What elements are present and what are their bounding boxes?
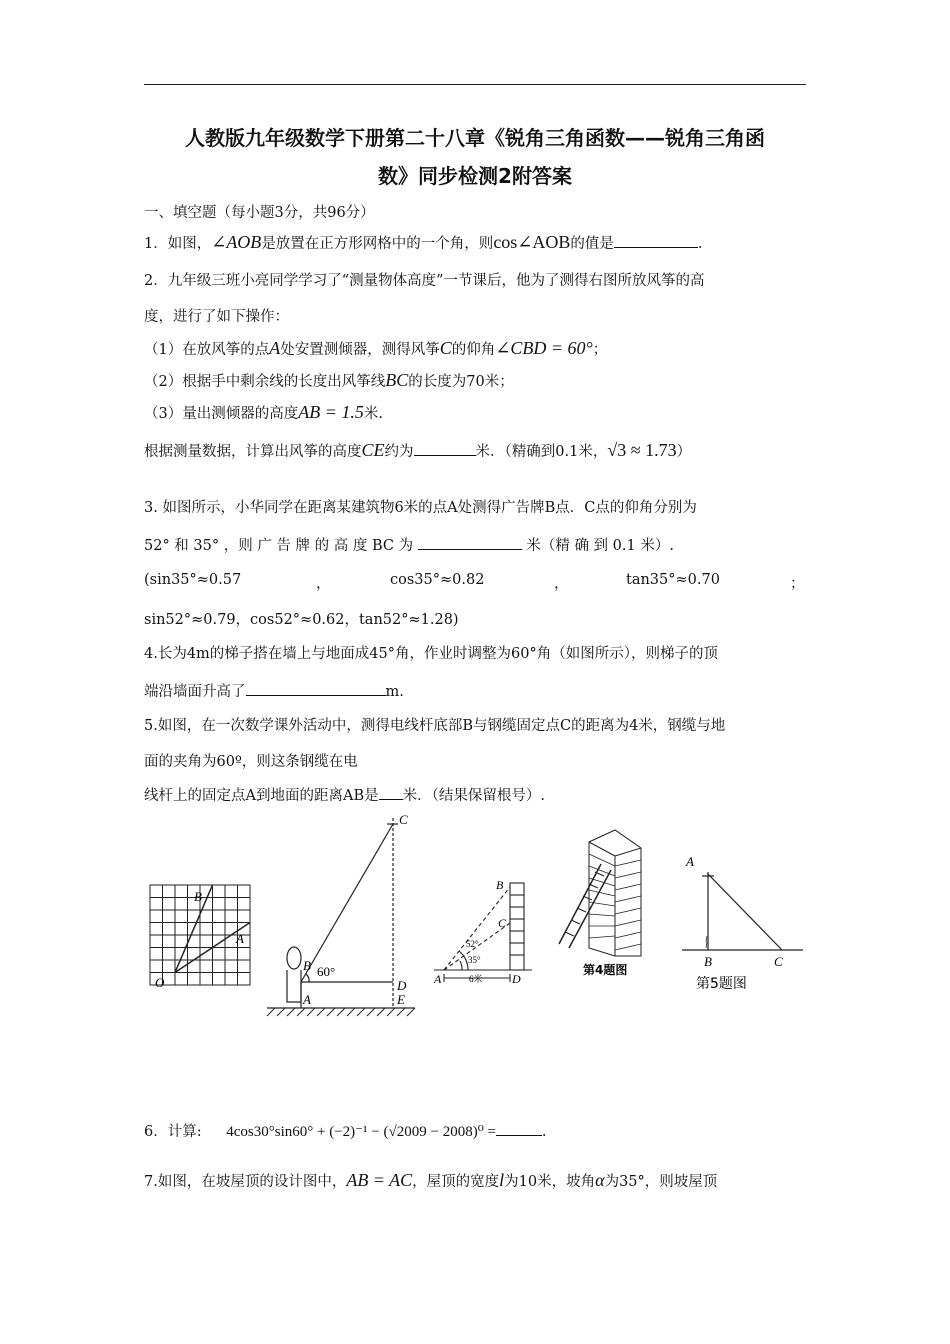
label-a: A bbox=[236, 931, 244, 946]
label-a: A bbox=[686, 854, 694, 869]
expression-6: 4cos30°sin60° + (−2)⁻¹ − (√2009 − 2008)⁰ = bbox=[226, 1124, 496, 1140]
label-a: A bbox=[434, 972, 442, 986]
distance-6m: 6米 bbox=[469, 974, 483, 984]
sqrt3-approx: √3 ≈ 1.73 bbox=[607, 440, 677, 460]
page-title-line1: 人教版九年级数学下册第二十八章《锐角三角函数——锐角三角函 bbox=[185, 126, 765, 150]
answer-blank-1 bbox=[614, 233, 698, 249]
question-5-line2: 面的夹角为60º，则这条钢缆在电 bbox=[144, 754, 358, 770]
question-1: 1．如图，∠AOB是放置在正方形网格中的一个角，则cos∠AOB的值是 ． bbox=[144, 232, 713, 252]
question-5-line3: 线杆上的固定点A到地面的距离AB是 米．（结果保留根号）. bbox=[144, 784, 545, 805]
label-b: B bbox=[496, 878, 504, 892]
figure-4-ladder bbox=[555, 828, 665, 980]
label-d: D bbox=[512, 972, 521, 986]
figure-5-caption: 第5题图 bbox=[696, 976, 747, 992]
question-3-line4: sin52°≈0.79，cos52°≈0.62，tan52°≈1.28) bbox=[144, 612, 459, 628]
angle-60: 60° bbox=[317, 964, 336, 979]
question-3-line2: 52° 和 35° ，则 广 告 牌 的 高 度 BC 为 米（精 确 到 0.1 米）. bbox=[144, 534, 674, 555]
label-a: A bbox=[303, 992, 311, 1007]
label-c: C bbox=[774, 954, 783, 969]
label-c: C bbox=[399, 812, 408, 827]
question-2-ask: 根据测量数据，计算出风筝的高度CE约为 米．（精确到0.1米，√3 ≈ 1.73） bbox=[144, 440, 692, 460]
label-o: O bbox=[155, 975, 165, 990]
label-c: C bbox=[498, 916, 507, 930]
angle-aob: ∠AOB bbox=[211, 232, 262, 252]
figure-5-pole bbox=[678, 850, 808, 995]
question-2-step2: （2）根据手中剩余线的长度出风筝线BC的长度为70米； bbox=[144, 370, 514, 390]
header-rule bbox=[144, 84, 806, 85]
answer-blank-5 bbox=[379, 785, 403, 801]
label-e: E bbox=[397, 992, 405, 1007]
label-b: B bbox=[303, 958, 311, 973]
figure-4-caption: 第4题图 bbox=[583, 963, 628, 977]
figure-3-billboard bbox=[432, 875, 542, 987]
label-d: D bbox=[397, 978, 407, 993]
question-4-line1: 4.长为4m的梯子搭在墙上与地面成45°角，作业时调整为60°角（如图所示），则梯子的顶 bbox=[144, 646, 718, 662]
label-b: B bbox=[704, 954, 712, 969]
answer-blank-2 bbox=[414, 441, 476, 457]
question-7: 7.如图，在坡屋顶的设计图中，AB = AC，屋顶的宽度l为10米，坡角α为35°，则坡屋顶 bbox=[144, 1170, 718, 1190]
question-2-line1: 2．九年级三班小亮同学学习了“测量物体高度”一节课后，他为了测得右图所放风筝的高 bbox=[144, 273, 705, 289]
figure-1-grid bbox=[140, 875, 260, 995]
cos-aob: cos∠AOB bbox=[493, 232, 571, 252]
answer-blank-4 bbox=[246, 681, 386, 697]
figure-2-kite bbox=[265, 810, 425, 1020]
question-5-line1: 5.如图，在一次数学课外活动中，测得电线杆底部B与钢缆固定点C的距离为4米，钢缆与地 bbox=[144, 718, 726, 734]
answer-blank-3 bbox=[418, 535, 522, 551]
page-title-line2: 数》同步检测2附答案 bbox=[378, 164, 572, 188]
answer-blank-6 bbox=[496, 1121, 542, 1137]
question-2-step3: （3）量出测倾器的高度AB = 1.5米. bbox=[144, 402, 383, 422]
section-heading: 一、填空题（每小题3分，共96分） bbox=[144, 205, 375, 221]
angle-52: 52° bbox=[466, 939, 479, 949]
angle-35: 35° bbox=[468, 955, 481, 965]
question-6: 6．计算: 4cos30°sin60° + (−2)⁻¹ − (√2009 − 2008)⁰ = . bbox=[144, 1120, 547, 1141]
label-b: B bbox=[194, 889, 202, 904]
question-3-line1: 3. 如图所示，小华同学在距离某建筑物6米的点A处测得广告牌B点．C点的仰角分别为 bbox=[144, 500, 697, 516]
question-4-line2: 端沿墙面升高了 m. bbox=[144, 680, 404, 701]
question-2-step1: （1）在放风筝的点A处安置测倾器，测得风筝C的仰角∠CBD = 60°； bbox=[144, 338, 608, 358]
question-2-line2: 度，进行了如下操作： bbox=[144, 309, 289, 325]
